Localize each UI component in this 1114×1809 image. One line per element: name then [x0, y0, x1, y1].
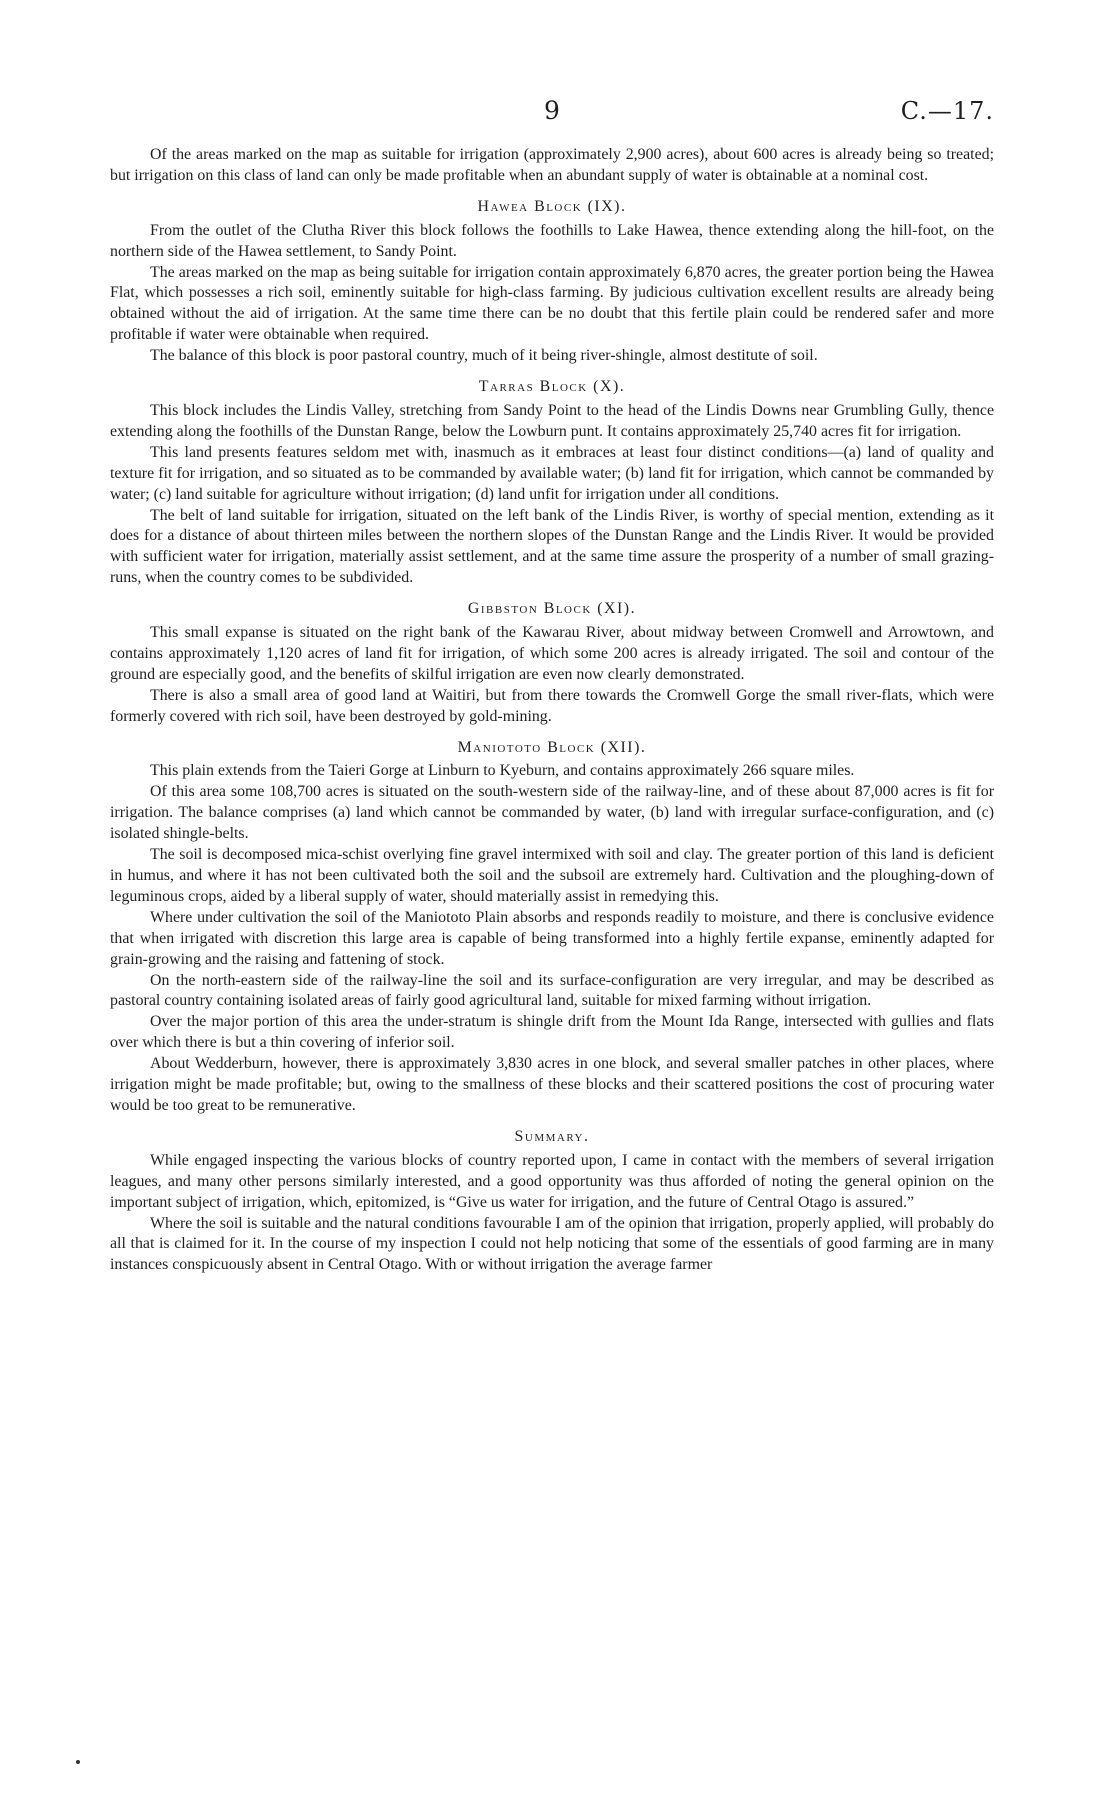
paragraph: The belt of land suitable for irrigation, situated on the left bank of the Lindis River, is worthy of special mention, extending as it does for a distance of about thirteen miles between the northern slopes of the Dunstan Range and the Lindis River. It would be provided with sufficient water for irrigation, materially assist settlement, and at the same time assure the prosperity of a number of small grazing-runs, when the country comes to be subdivided. [110, 506, 994, 587]
paragraph: Over the major portion of this area the under-stratum is shingle drift from the Mount Ida Range, intersected with gullies and flats over which there is but a thin covering of inferior soil. [110, 1013, 994, 1052]
paragraph: Of the areas marked on the map as suitable for irrigation (approximately 2,900 acres), about 600 acres is already being so treated; but irrigation on this class of land can only be made profitable when an abundant supply of water is obtainable at a nominal cost. [110, 146, 994, 184]
page-number: 9 [544, 96, 560, 125]
paragraph: This plain extends from the Taieri Gorge at Linburn to Kyeburn, and contains approximately 266 square miles. [150, 762, 855, 780]
paragraph: While engaged inspecting the various blocks of country reported upon, I came in contact with the members of several irrigation leagues, and many other persons similarly interested, and a good opportunity was thus afforded of noting the general opinion on the important subject of irrigation, which, epitomized, is “Give us water for irrigation, and the future of Central Otago is assured.” [110, 1151, 994, 1211]
paragraph: This small expanse is situated on the right bank of the Kawarau River, about midway between Cromwell and Arrowtown, and contains approximately 1,120 acres of land fit for irrigation, of which some 200 acres is already irrigated. The soil and contour of the ground are especially good, and the benefits of skilful irrigation are even now clearly demonstrated. [110, 624, 994, 683]
paragraph: The areas marked on the map as being suitable for irrigation contain approximately 6,870 acres, the greater portion being the Hawea Flat, which possesses a rich soil, eminently suitable for high-class farming. By judicious cultivation excellent results are already being obtained without the aid of irrigation. At the same time there can be no doubt that this fertile plain could be rendered safer and more profitable if water were obtainable when required. [110, 263, 994, 344]
paragraph: From the outlet of the Clutha River this block follows the foothills to Lake Hawea, thence extending along the hill-foot, on the northern side of the Hawea settlement, to Sandy Point. [110, 221, 994, 260]
paragraph: About Wedderburn, however, there is approximately 3,830 acres in one block, and several smaller patches in other places, where irrigation might be made profitable; but, owing to the smallness of these blocks and their scattered positions the cost of procuring water would be too great to be remunerative. [110, 1055, 994, 1114]
paragraph: This land presents features seldom met with, inasmuch as it embraces at least four distinct conditions—(a) land of quality and texture fit for irrigation, and so situated as to be commanded by available water; (b) land fit for irrigation, which cannot be commanded by water; (c) land suitable for agriculture without irrigation; (d) land unfit for irrigation under all conditions. [110, 443, 994, 503]
paragraph: The soil is decomposed mica-schist overlying fine gravel intermixed with soil and clay. The greater portion of this land is deficient in humus, and where it has not been cultivated both the soil and the subsoil are extremely hard. Cultivation and the ploughing-down of leguminous crops, aided by a liberal supply of water, should materially assist in remedying this. [110, 846, 994, 905]
section-heading: Gibbston Block (XI). [467, 600, 637, 618]
paragraph: There is also a small area of good land at Waitiri, but from there towards the Cromwell Gorge the small river-flats, which were formerly covered with rich soil, have been destroyed by gold-mining. [110, 686, 994, 725]
paragraph: On the north-eastern side of the railway-line the soil and its surface-configuration are very irregular, and may be described as pastoral country containing isolated areas of fairly good agricultural land, suitable for mixed farming without irrigation. [110, 971, 994, 1010]
section-heading: Maniototo Block (XII). [457, 738, 647, 756]
paragraph: The balance of this block is poor pastoral country, much of it being river-shingle, almost destitute of soil. [150, 347, 818, 365]
paragraph: Of this area some 108,700 acres is situated on the south-western side of the railway-line, and of these about 87,000 acres is fit for irrigation. The balance comprises (a) land which cannot be commanded by water, (b) land with irregular surface-configuration, and (c) isolated shingle-belts. [110, 783, 994, 843]
margin-mark [76, 1760, 80, 1764]
document-reference: C.—17. [900, 97, 994, 125]
paragraph: Where under cultivation the soil of the Maniototo Plain absorbs and responds readily to moisture, and there is conclusive evidence that when irrigated with discretion this large area is capable of being transformed into a highly fertile expanse, eminently adapted for grain-growing and the raising and fattening of stock. [110, 908, 994, 968]
paragraph: Where the soil is suitable and the natural conditions favourable I am of the opinion that irrigation, properly applied, will probably do all that is claimed for it. In the course of my inspection I could not help noticing that some of the essentials of good farming are in many instances conspicuously absent in Central Otago. With or without irrigation the average farmer [110, 1214, 994, 1274]
section-heading: Hawea Block (IX). [477, 197, 627, 215]
body-text [110, 145, 994, 1276]
section-heading: Summary. [514, 1127, 590, 1145]
paragraph: This block includes the Lindis Valley, stretching from Sandy Point to the head of the Lindis Downs near Grumbling Gully, thence extending along the foothills of the Dunstan Range, below the Lowburn punt. It contains approximately 25,740 acres fit for irrigation. [110, 401, 994, 440]
section-heading: Tarras Block (X). [478, 378, 626, 396]
page-header [110, 96, 994, 130]
